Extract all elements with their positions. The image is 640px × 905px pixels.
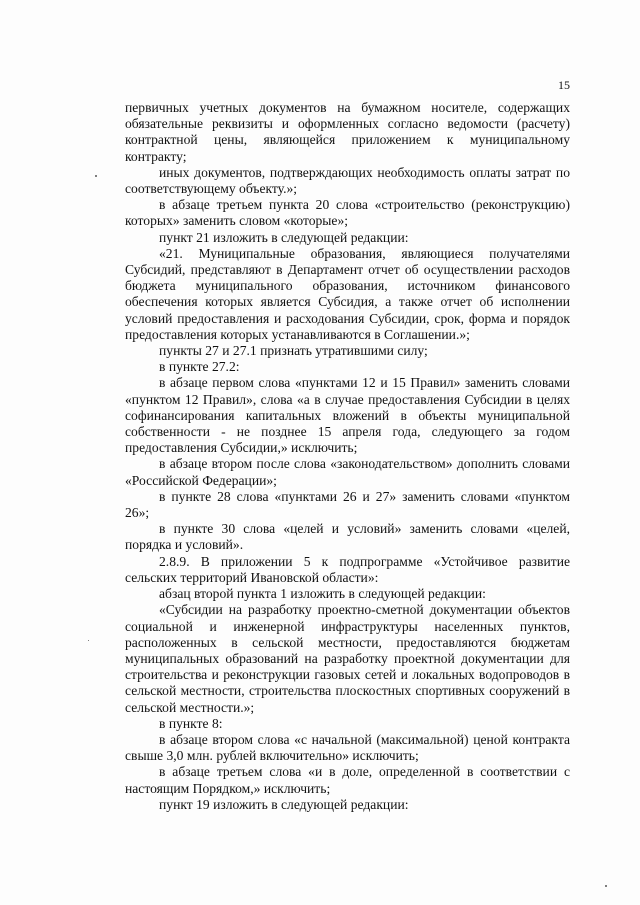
paragraph: пункт 19 изложить в следующей редакции:: [159, 796, 409, 812]
paragraph: в абзаце третьем пункта 20 слова «строительство (реконструкцию) которых» заменить словом «которые»;: [125, 197, 570, 229]
paragraph: в пункте 27.2:: [159, 359, 240, 375]
scan-speck: [88, 640, 89, 641]
paragraph: в пункте 28 слова «пунктами 26 и 27» заменить словами «пунктом 26»;: [125, 488, 570, 521]
paragraph: в абзаце втором слова «с начальной (максимальной) ценой контракта свыше 3,0 млн. рублей включительно» исключить;: [125, 731, 570, 764]
scan-speck: [95, 175, 97, 177]
paragraph: в абзаце третьем слова «и в доле, определенной в соответствии с настоящим Порядком,» исключить;: [125, 764, 570, 796]
paragraph: иных документов, подтверждающих необходимость оплаты затрат по соответствующему объекту.»;: [125, 164, 570, 197]
paragraph: пункт 21 изложить в следующей редакции:: [159, 229, 409, 245]
page-number: 15: [558, 78, 570, 92]
paragraph: в пункте 30 слова «целей и условий» заменить словами «целей, порядка и условий».: [125, 521, 570, 553]
paragraph: пункты 27 и 27.1 признать утратившими силу;: [159, 343, 428, 359]
paragraph: в абзаце первом слова «пунктами 12 и 15 Правил» заменить словами «пунктом 12 Правил», слова «а в случае предоставления Субсидии в целях софинансирования капитальных вложений в объекты муниципальной собственности - не позднее 15 апреля года, следующего за годом предоставления Субсидии,» исключить;: [125, 375, 570, 456]
paragraph: в пункте 8:: [159, 715, 223, 731]
paragraph: «21. Муниципальные образования, являющиеся получателями Субсидий, представляют в Департамент отчет об осуществлении расходов бюджета муниципального образования, источником финансового обеспечения которых является Субсидия, а также отчет об исполнении условий предоставления и расходования Субсидии, срок, форма и порядок предоставления которых устанавливаются в Соглашении.»;: [125, 245, 570, 342]
paragraph: «Субсидии на разработку проектно-сметной документации объектов социальной и инженерной инфраструктуры населенных пунктов, расположенных в сельской местности, предоставляются бюджетам муниципальных образований на разработку проектной документации для строительства и реконструкции газовых сетей и локальных водопроводов в сельской местности, строительства плоскостных спортивных сооружений в сельской местности.»;: [125, 602, 570, 715]
scan-speck: [605, 885, 607, 887]
paragraph: 2.8.9. В приложении 5 к подпрограмме «Устойчивое развитие сельских территорий Ивановской области»:: [125, 553, 570, 585]
paragraph: в абзаце втором после слова «законодательством» дополнить словами «Российской Федерации»;: [125, 456, 570, 488]
paragraph: первичных учетных документов на бумажном носителе, содержащих обязательные реквизиты и оформленных согласно ведомости (расчету) контрактной цены, являющейся приложением к муниципальному контракту;: [125, 100, 570, 164]
paragraph: абзац второй пункта 1 изложить в следующей редакции:: [159, 586, 486, 602]
document-body: [125, 100, 570, 813]
